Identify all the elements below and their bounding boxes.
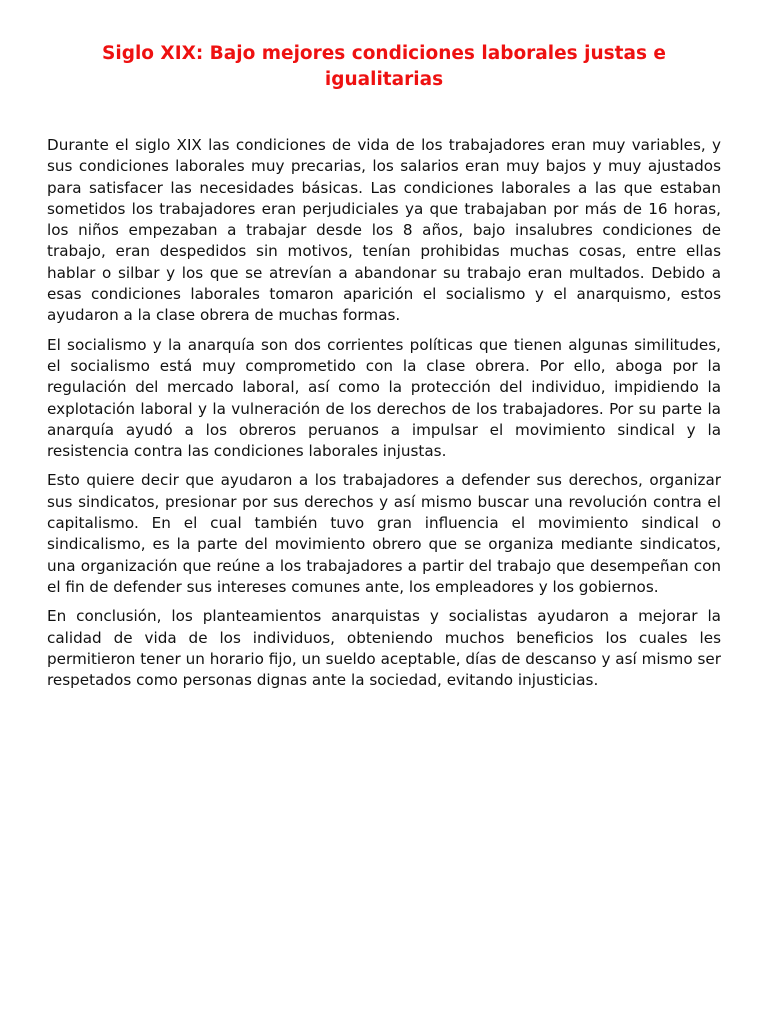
document-body	[47, 135, 721, 699]
paragraph-4: En conclusión, los planteamientos anarquistas y socialistas ayudaron a mejorar la calidad de vida de los individuos, obteniendo muchos beneficios los cuales les permitieron tener un horario fijo, un sueldo aceptable, días de descanso y así mismo ser respetados como personas dignas ante la sociedad, evitando injusticias.	[47, 607, 721, 690]
paragraph-1: Durante el siglo XIX las condiciones de vida de los trabajadores eran muy variables, y sus condiciones laborales muy precarias, los salarios eran muy bajos y muy ajustados para satisfacer las necesidades básicas. Las condiciones laborales a las que estaban sometidos los trabajadores eran perjudiciales ya que trabajaban por más de 16 horas, los niños empezaban a trabajar desde los 8 años, bajo insalubres condiciones de trabajo, eran despedidos sin motivos, tenían prohibidas muchas cosas, entre ellas hablar o silbar y los que se atrevían a abandonar su trabajo eran multados. Debido a esas condiciones laborales tomaron aparición el socialismo y el anarquismo, estos ayudaron a la clase obrera de muchas formas.	[47, 136, 721, 325]
paragraph-3: Esto quiere decir que ayudaron a los trabajadores a defender sus derechos, organizar sus sindicatos, presionar por sus derechos y así mismo buscar una revolución contra el capitalismo. En el cual también tuvo gran influencia el movimiento sindical o sindicalismo, es la parte del movimiento obrero que se organiza mediante sindicatos, una organización que reúne a los trabajadores a partir del trabajo que desempeñan con el fin de defender sus intereses comunes ante, los empleadores y los gobiernos.	[47, 471, 721, 596]
paragraph-2: El socialismo y la anarquía son dos corrientes políticas que tienen algunas similitudes, el socialismo está muy comprometido con la clase obrera. Por ello, aboga por la regulación del mercado laboral, así como la protección del individuo, impidiendo la explotación laboral y la vulneración de los derechos de los trabajadores. Por su parte la anarquía ayudó a los obreros peruanos a impulsar el movimiento sindical y la resistencia contra las condiciones laborales injustas.	[47, 335, 721, 461]
page-title: Siglo XIX: Bajo mejores condiciones laborales justas e igualitarias	[102, 43, 666, 90]
